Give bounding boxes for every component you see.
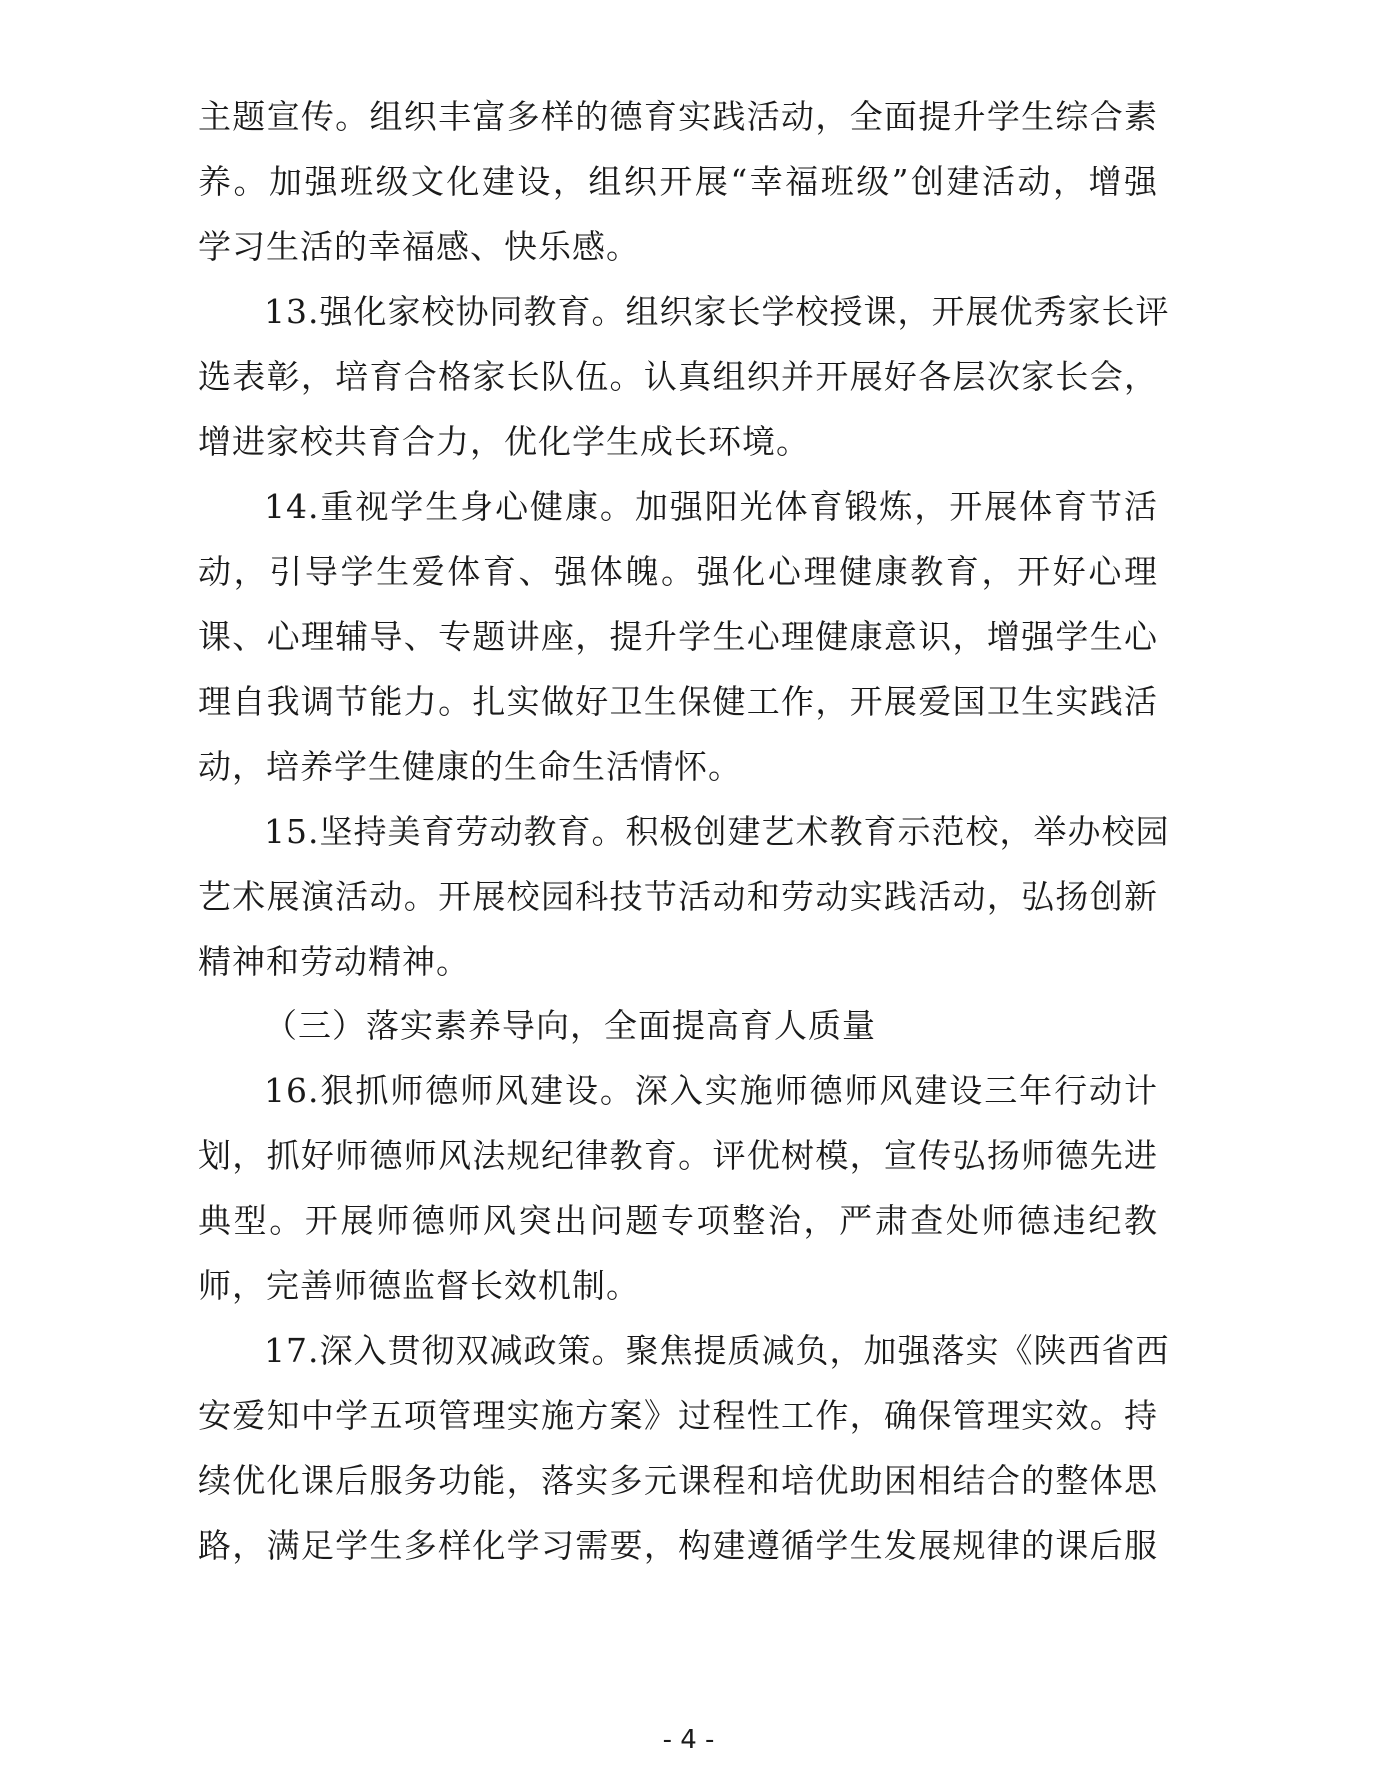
paragraph-14-start: 14.重视学生身心健康。加强阳光体育锻炼，开展体育节活 (264, 487, 1158, 526)
text-line: 选表彰，培育合格家长队伍。认真组织并开展好各层次家长会， (198, 357, 1158, 396)
text-line: 续优化课后服务功能，落实多元课程和培优助困相结合的整体思 (198, 1461, 1158, 1500)
text-line: 划，抓好师德师风法规纪律教育。评优树模，宣传弘扬师德先进 (198, 1136, 1158, 1175)
text-line: 增进家校共育合力，优化学生成长环境。 (198, 422, 810, 461)
text-line: 理自我调节能力。扎实做好卫生保健工作，开展爱国卫生实践活 (198, 682, 1158, 721)
paragraph-15-start: 15.坚持美育劳动教育。积极创建艺术教育示范校，举办校园 (264, 812, 1170, 851)
paragraph-17-start: 17.深入贯彻双减政策。聚焦提质减负，加强落实《陕西省西 (264, 1331, 1170, 1370)
text-line: 主题宣传。组织丰富多样的德育实践活动，全面提升学生综合素 (198, 97, 1158, 136)
text-line: 典型。开展师德师风突出问题专项整治，严肃查处师德违纪教 (198, 1201, 1158, 1240)
section-heading: （三）落实素养导向，全面提高育人质量 (264, 1006, 876, 1045)
text-line: 学习生活的幸福感、快乐感。 (198, 227, 640, 266)
text-line: 艺术展演活动。开展校园科技节活动和劳动实践活动，弘扬创新 (198, 877, 1158, 916)
text-line: 师，完善师德监督长效机制。 (198, 1266, 640, 1305)
text-line: 动，引导学生爱体育、强体魄。强化心理健康教育，开好心理 (198, 552, 1158, 591)
text-line: 课、心理辅导、专题讲座，提升学生心理健康意识，增强学生心 (198, 617, 1158, 656)
text-line: 路，满足学生多样化学习需要，构建遵循学生发展规律的课后服 (198, 1526, 1158, 1565)
paragraph-13-start: 13.强化家校协同教育。组织家长学校授课，开展优秀家长评 (264, 292, 1170, 331)
paragraph-16-start: 16.狠抓师德师风建设。深入实施师德师风建设三年行动计 (264, 1071, 1158, 1110)
page-number: - 4 - (662, 1725, 715, 1755)
text-line: 安爱知中学五项管理实施方案》过程性工作，确保管理实效。持 (198, 1396, 1158, 1435)
text-line: 精神和劳动精神。 (198, 942, 470, 981)
text-line: 养。加强班级文化建设，组织开展“幸福班级”创建活动，增强 (198, 162, 1158, 201)
text-line: 动，培养学生健康的生命生活情怀。 (198, 747, 742, 786)
